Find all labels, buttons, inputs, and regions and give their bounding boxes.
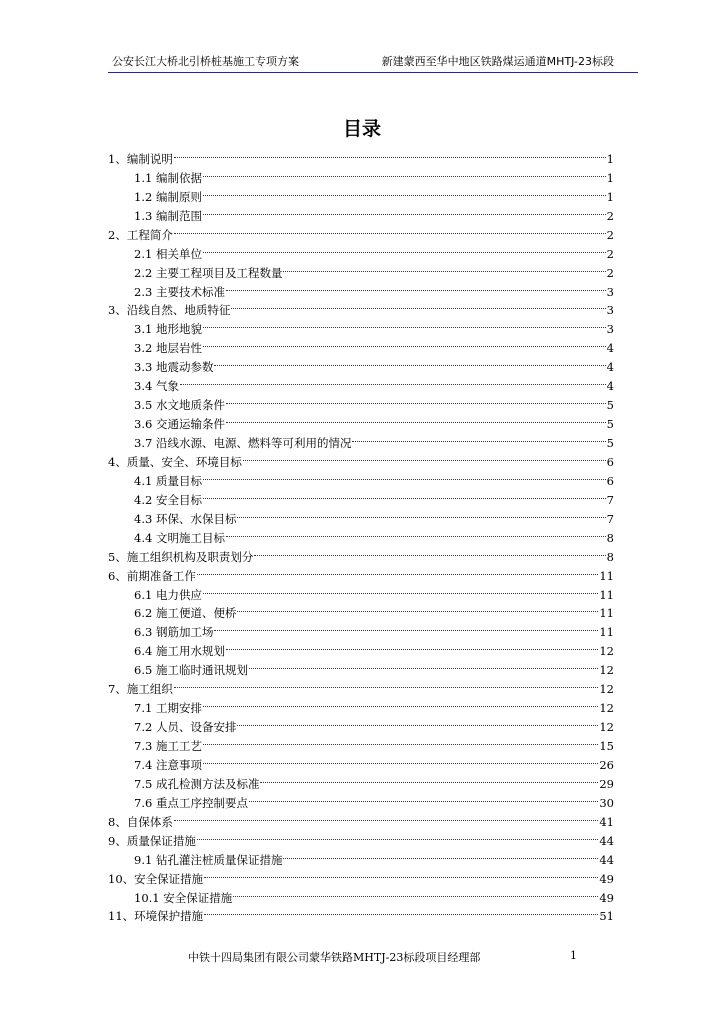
toc-dot-leader bbox=[226, 277, 606, 296]
toc-dot-leader bbox=[243, 447, 606, 466]
toc-dot-leader bbox=[203, 239, 606, 258]
toc-entry-page: 5 bbox=[606, 417, 614, 432]
toc-entry-page: 3 bbox=[606, 303, 614, 318]
toc-dot-leader bbox=[214, 352, 605, 371]
toc-entry-label: 3.2 地层岩性 bbox=[134, 341, 202, 356]
toc-entry-label: 10.1 安全保证措施 bbox=[134, 890, 233, 905]
toc-entry-page: 26 bbox=[599, 757, 614, 772]
header-right-text: 新建蒙西至华中地区铁路煤运通道MHTJ-23标段 bbox=[381, 55, 614, 68]
toc-dot-leader bbox=[197, 561, 599, 580]
toc-entry-label: 9.1 钻孔灌注桩质量保证措施 bbox=[134, 852, 283, 867]
toc-entry-label: 4.4 文明施工目标 bbox=[134, 530, 225, 545]
toc-entry-label: 6.2 施工便道、便桥 bbox=[134, 606, 237, 621]
toc-entry-label: 3.3 地震动参数 bbox=[134, 360, 214, 375]
toc-entry-label: 6、前期准备工作 bbox=[108, 568, 196, 583]
toc-dot-leader bbox=[174, 220, 606, 239]
toc-dot-leader bbox=[204, 864, 598, 883]
toc-entry-page: 30 bbox=[599, 795, 614, 810]
toc-entry-page: 12 bbox=[599, 663, 614, 678]
toc-entry-page: 49 bbox=[599, 871, 614, 886]
toc-entry-page: 6 bbox=[606, 473, 614, 488]
toc-entry-label: 1.2 编制原则 bbox=[134, 189, 202, 204]
toc-entry-page: 44 bbox=[599, 852, 614, 867]
toc-dot-leader bbox=[226, 636, 598, 655]
toc-entry-page: 49 bbox=[599, 890, 614, 905]
toc-entry-page: 12 bbox=[599, 720, 614, 735]
toc-entry-page: 29 bbox=[599, 776, 614, 791]
toc-entry-page: 2 bbox=[606, 246, 614, 261]
toc-dot-leader bbox=[174, 674, 599, 693]
toc-entry-page: 3 bbox=[606, 284, 614, 299]
toc-dot-leader bbox=[283, 845, 598, 864]
toc-dot-leader bbox=[352, 428, 605, 447]
toc-entry-label: 4.2 安全目标 bbox=[134, 492, 202, 507]
toc-dot-leader bbox=[180, 371, 606, 390]
toc-entry-page: 11 bbox=[599, 606, 614, 621]
toc-entry-page: 44 bbox=[599, 833, 614, 848]
toc-entry-page: 12 bbox=[599, 701, 614, 716]
toc-entry-label: 6.3 钢筋加工场 bbox=[134, 625, 214, 640]
toc-dot-leader bbox=[203, 466, 606, 485]
toc-entry-label: 3.4 气象 bbox=[134, 379, 179, 394]
table-of-contents bbox=[108, 144, 614, 924]
toc-entry-label: 11、环境保护措施 bbox=[108, 909, 204, 924]
toc-section-entry[interactable] bbox=[108, 826, 614, 848]
toc-entry-page: 5 bbox=[606, 398, 614, 413]
toc-dot-leader bbox=[237, 599, 598, 618]
toc-entry-page: 3 bbox=[606, 322, 614, 337]
toc-entry-label: 3.7 沿线水源、电源、燃料等可利用的情况 bbox=[134, 436, 352, 450]
toc-entry-page: 2 bbox=[606, 208, 614, 223]
toc-dot-leader bbox=[174, 807, 599, 826]
toc-entry-label: 2.2 主要工程项目及工程数量 bbox=[134, 265, 283, 280]
toc-dot-leader bbox=[203, 163, 606, 182]
toc-section-entry[interactable] bbox=[108, 144, 614, 166]
toc-entry-label: 2、工程简介 bbox=[108, 227, 173, 242]
toc-subsection-entry[interactable] bbox=[108, 239, 614, 261]
toc-entry-page: 4 bbox=[606, 360, 614, 375]
toc-entry-page: 4 bbox=[606, 379, 614, 394]
toc-entry-label: 5、施工组织机构及职责划分 bbox=[108, 549, 254, 564]
toc-entry-page: 12 bbox=[599, 682, 614, 697]
header-left-text: 公安长江大桥北引桥桩基施工专项方案 bbox=[112, 55, 299, 68]
toc-entry-label: 1.1 编制依据 bbox=[134, 170, 202, 185]
toc-dot-leader bbox=[260, 769, 598, 788]
toc-entry-page: 8 bbox=[606, 530, 614, 545]
page-header bbox=[108, 50, 638, 73]
toc-dot-leader bbox=[203, 314, 606, 333]
toc-dot-leader bbox=[203, 580, 598, 599]
toc-entry-label: 3.1 地形地貌 bbox=[134, 322, 202, 337]
toc-entry-label: 7.3 施工工艺 bbox=[134, 739, 202, 753]
toc-entry-page: 2 bbox=[606, 265, 614, 280]
toc-entry-page: 2 bbox=[606, 227, 614, 242]
toc-entry-page: 12 bbox=[599, 644, 614, 659]
toc-entry-page: 41 bbox=[599, 814, 614, 829]
toc-entry-label: 7.5 成孔检测方法及标准 bbox=[134, 776, 260, 791]
toc-entry-label: 7.6 重点工序控制要点 bbox=[134, 795, 248, 810]
footer-page-number: 1 bbox=[570, 949, 577, 962]
toc-dot-leader bbox=[203, 201, 606, 220]
toc-entry-label: 4、质量、安全、环境目标 bbox=[108, 454, 242, 469]
toc-dot-leader bbox=[204, 902, 598, 921]
toc-entry-label: 3.6 交通运输条件 bbox=[134, 417, 225, 432]
toc-dot-leader bbox=[254, 542, 605, 561]
toc-dot-leader bbox=[249, 655, 598, 674]
toc-section-entry[interactable] bbox=[108, 807, 614, 829]
toc-dot-leader bbox=[203, 485, 606, 504]
toc-entry-label: 6.1 电力供应 bbox=[134, 587, 202, 602]
toc-entry-label: 7.4 注意事项 bbox=[134, 757, 202, 772]
toc-dot-leader bbox=[283, 258, 605, 277]
toc-entry-page: 51 bbox=[599, 909, 614, 924]
toc-section-entry[interactable] bbox=[108, 674, 614, 697]
toc-dot-leader bbox=[197, 826, 599, 845]
footer-text: 中铁十四局集团有限公司蒙华铁路MHTJ-23标段项目经理部 bbox=[188, 951, 481, 964]
toc-entry-page: 7 bbox=[606, 492, 614, 507]
toc-dot-leader bbox=[226, 523, 606, 542]
toc-entry-page: 5 bbox=[606, 436, 614, 450]
toc-dot-leader bbox=[203, 750, 598, 769]
toc-entry-page: 7 bbox=[606, 511, 614, 526]
toc-entry-page: 11 bbox=[599, 587, 614, 602]
toc-title: 目录 bbox=[342, 118, 381, 140]
toc-entry-page: 15 bbox=[599, 739, 614, 753]
toc-dot-leader bbox=[214, 617, 598, 636]
toc-entry-label: 6.4 施工用水规划 bbox=[134, 644, 225, 659]
toc-entry-label: 2.3 主要技术标准 bbox=[134, 284, 225, 299]
toc-entry-label: 10、安全保证措施 bbox=[108, 871, 204, 886]
toc-dot-leader bbox=[203, 333, 606, 352]
toc-entry-label: 1、编制说明 bbox=[108, 151, 173, 166]
toc-entry-label: 1.3 编制范围 bbox=[134, 208, 202, 223]
toc-dot-leader bbox=[237, 504, 605, 523]
toc-entry-page: 6 bbox=[606, 454, 614, 469]
toc-entry-label: 4.1 质量目标 bbox=[134, 473, 202, 488]
toc-entry-page: 1 bbox=[606, 151, 614, 166]
toc-dot-leader bbox=[231, 296, 605, 315]
toc-subsection-entry[interactable] bbox=[108, 163, 614, 185]
toc-entry-page: 11 bbox=[599, 625, 614, 640]
toc-entry-label: 9、质量保证措施 bbox=[108, 833, 196, 848]
toc-dot-leader bbox=[237, 712, 598, 731]
toc-entry-label: 8、自保体系 bbox=[108, 814, 173, 829]
toc-entry-label: 4.3 环保、水保目标 bbox=[134, 511, 237, 526]
toc-dot-leader bbox=[226, 390, 606, 409]
toc-dot-leader bbox=[203, 693, 598, 712]
toc-entry-label: 3.5 水文地质条件 bbox=[134, 398, 225, 413]
toc-entry-label: 7、施工组织 bbox=[108, 682, 173, 697]
toc-dot-leader bbox=[203, 182, 606, 201]
toc-dot-leader bbox=[174, 144, 606, 163]
toc-entry-page: 1 bbox=[606, 189, 614, 204]
toc-entry-label: 7.2 人员、设备安排 bbox=[134, 720, 237, 735]
toc-entry-label: 3、沿线自然、地质特征 bbox=[108, 303, 231, 318]
toc-dot-leader bbox=[203, 731, 598, 750]
toc-subsection-entry[interactable] bbox=[108, 693, 614, 716]
toc-entry-page: 11 bbox=[599, 568, 614, 583]
toc-entry-page: 4 bbox=[606, 341, 614, 356]
toc-section-entry[interactable] bbox=[108, 220, 614, 242]
toc-subsection-entry[interactable] bbox=[108, 390, 614, 413]
toc-dot-leader bbox=[226, 409, 606, 428]
toc-entry-label: 7.1 工期安排 bbox=[134, 701, 202, 716]
toc-entry-label: 2.1 相关单位 bbox=[134, 246, 202, 261]
toc-dot-leader bbox=[249, 788, 598, 807]
toc-entry-label: 6.5 施工临时通讯规划 bbox=[134, 663, 248, 678]
toc-subsection-entry[interactable] bbox=[108, 371, 614, 394]
toc-entry-page: 8 bbox=[606, 549, 614, 564]
toc-entry-page: 1 bbox=[606, 170, 614, 185]
toc-dot-leader bbox=[233, 883, 598, 902]
